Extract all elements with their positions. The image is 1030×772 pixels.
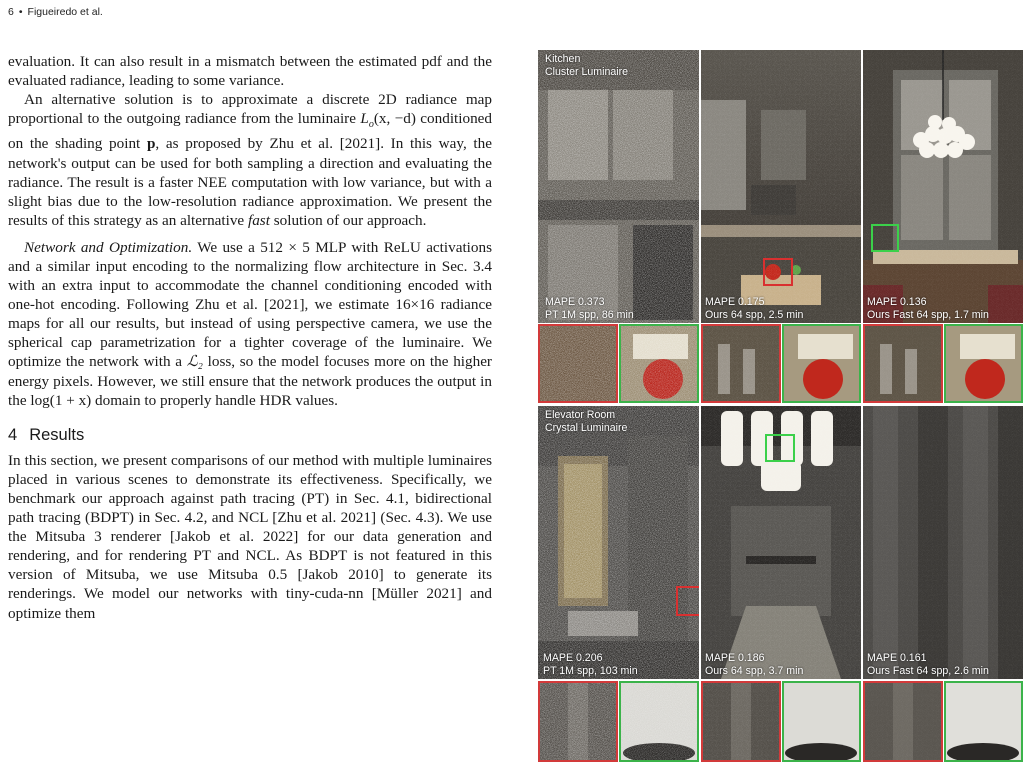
kitchen-crop-row (538, 324, 1023, 403)
elevator-crop-ours-red (701, 681, 781, 762)
kitchen-green-marker (871, 224, 899, 252)
elevator-pt-caption: MAPE 0.206 PT 1M spp, 103 min (543, 652, 638, 677)
paragraph-2: An alternative solution is to approximate a discrete 2D radiance map proportional to the outgoing radiance from the luminaire $L_o(x$, −d) conditioned on the shading point p, as proposed by Zhu et al. [2021]. In this way, the network's output can be used for both sampling a direction and evaluating the radiance. The result is a faster NEE computation with low variance, but with a slight bias due to the low-resolution radiance approximation. We present the results of this strategy as an alternative fast solution of our approach. (8, 91, 493, 229)
paragraph-4: In this section, we present comparisons of our method with multiple luminaires placed in various scenes to demonstrate its effectiveness. Specifically, we benchmark our approach against path tracing (PT) in Sec. 4.1, bidirectional path tracing (BDPT) in Sec. 4.2, and NCL [Zhu et al. 2021] (Sec. 4.3). We use the Mitsuba 3 renderer [Jakob et al. 2022] for our data generation and rendering, and for rendering PT and NCL. As BDPT is not featured in this version of Mitsuba, we use Mitsuba 0.5 [Jakob 2010] to generate its renderings. We model our networks with tiny-cuda-nn [Müller 2021] and optimize them (8, 451, 492, 622)
elevator-fast-render (863, 406, 1023, 679)
paragraph-1: evaluation. It can also result in a mismatch between the estimated pdf and the evaluated radiance, leading to some variance. (8, 53, 492, 90)
elevator-red-marker (676, 586, 699, 616)
elevator-crop-ours-green (782, 681, 861, 762)
page-number: 6 (8, 6, 14, 18)
kitchen-crop-pt-red (538, 324, 618, 403)
kitchen-fast-render (863, 50, 1023, 323)
elevator-ours-caption: MAPE 0.186 Ours 64 spp, 3.7 min (705, 652, 804, 677)
elevator-crop-fast-red (863, 681, 943, 762)
elevator-crop-pt-red (538, 681, 618, 762)
kitchen-pt-render (538, 50, 699, 323)
comparison-figure (538, 50, 1023, 762)
kitchen-crop-fast-green (944, 324, 1023, 403)
paragraph-3: Network and Optimization. We use a 512 × 5 MLP with ReLU activations and a similar input encoding to the normalizing flow architecture in Sec. 3.4 with an extra input to accommodate the channel conditioning encoded with one-hot encoding. Following Zhu et al. [2021], we estimate 16×16 radiance maps for all our results, but instead of using perspective camera, we use the spherical cap parametrization for a tighter coverage of the luminaire. We optimize the network with a ℒ₂ loss, so the model focuses more on the higher energy pixels. However, we still ensure that the network produces the output in the log(1 + x) domain to properly handle HDR values. (8, 238, 492, 409)
elevator-scene-label: Elevator Room Crystal Luminaire (545, 409, 628, 434)
text-column (8, 52, 492, 623)
kitchen-crop-ours-green (782, 324, 861, 403)
elevator-fast-caption: MAPE 0.161 Ours Fast 64 spp, 2.6 min (867, 652, 989, 677)
kitchen-ours-caption: MAPE 0.175 Ours 64 spp, 2.5 min (705, 296, 804, 321)
running-header: 6 • Figueiredo et al. (8, 6, 103, 18)
author-line: Figueiredo et al. (27, 6, 103, 18)
kitchen-fast-caption: MAPE 0.136 Ours Fast 64 spp, 1.7 min (867, 296, 989, 321)
kitchen-ours-render (701, 50, 861, 323)
kitchen-crop-ours-red (701, 324, 781, 403)
elevator-green-marker (765, 434, 795, 462)
kitchen-pt-caption: MAPE 0.373 PT 1M spp, 86 min (545, 296, 634, 321)
section-heading: 4 Results (8, 425, 85, 444)
kitchen-red-marker (763, 258, 793, 286)
elevator-pt-render (538, 406, 699, 679)
elevator-crop-row (538, 681, 1023, 762)
elevator-ours-render (701, 406, 861, 679)
kitchen-crop-fast-red (863, 324, 943, 403)
kitchen-crop-pt-green (619, 324, 699, 403)
elevator-crop-pt-green (619, 681, 699, 762)
elevator-crop-fast-green (944, 681, 1023, 762)
kitchen-scene-label: Kitchen Cluster Luminaire (545, 53, 629, 78)
